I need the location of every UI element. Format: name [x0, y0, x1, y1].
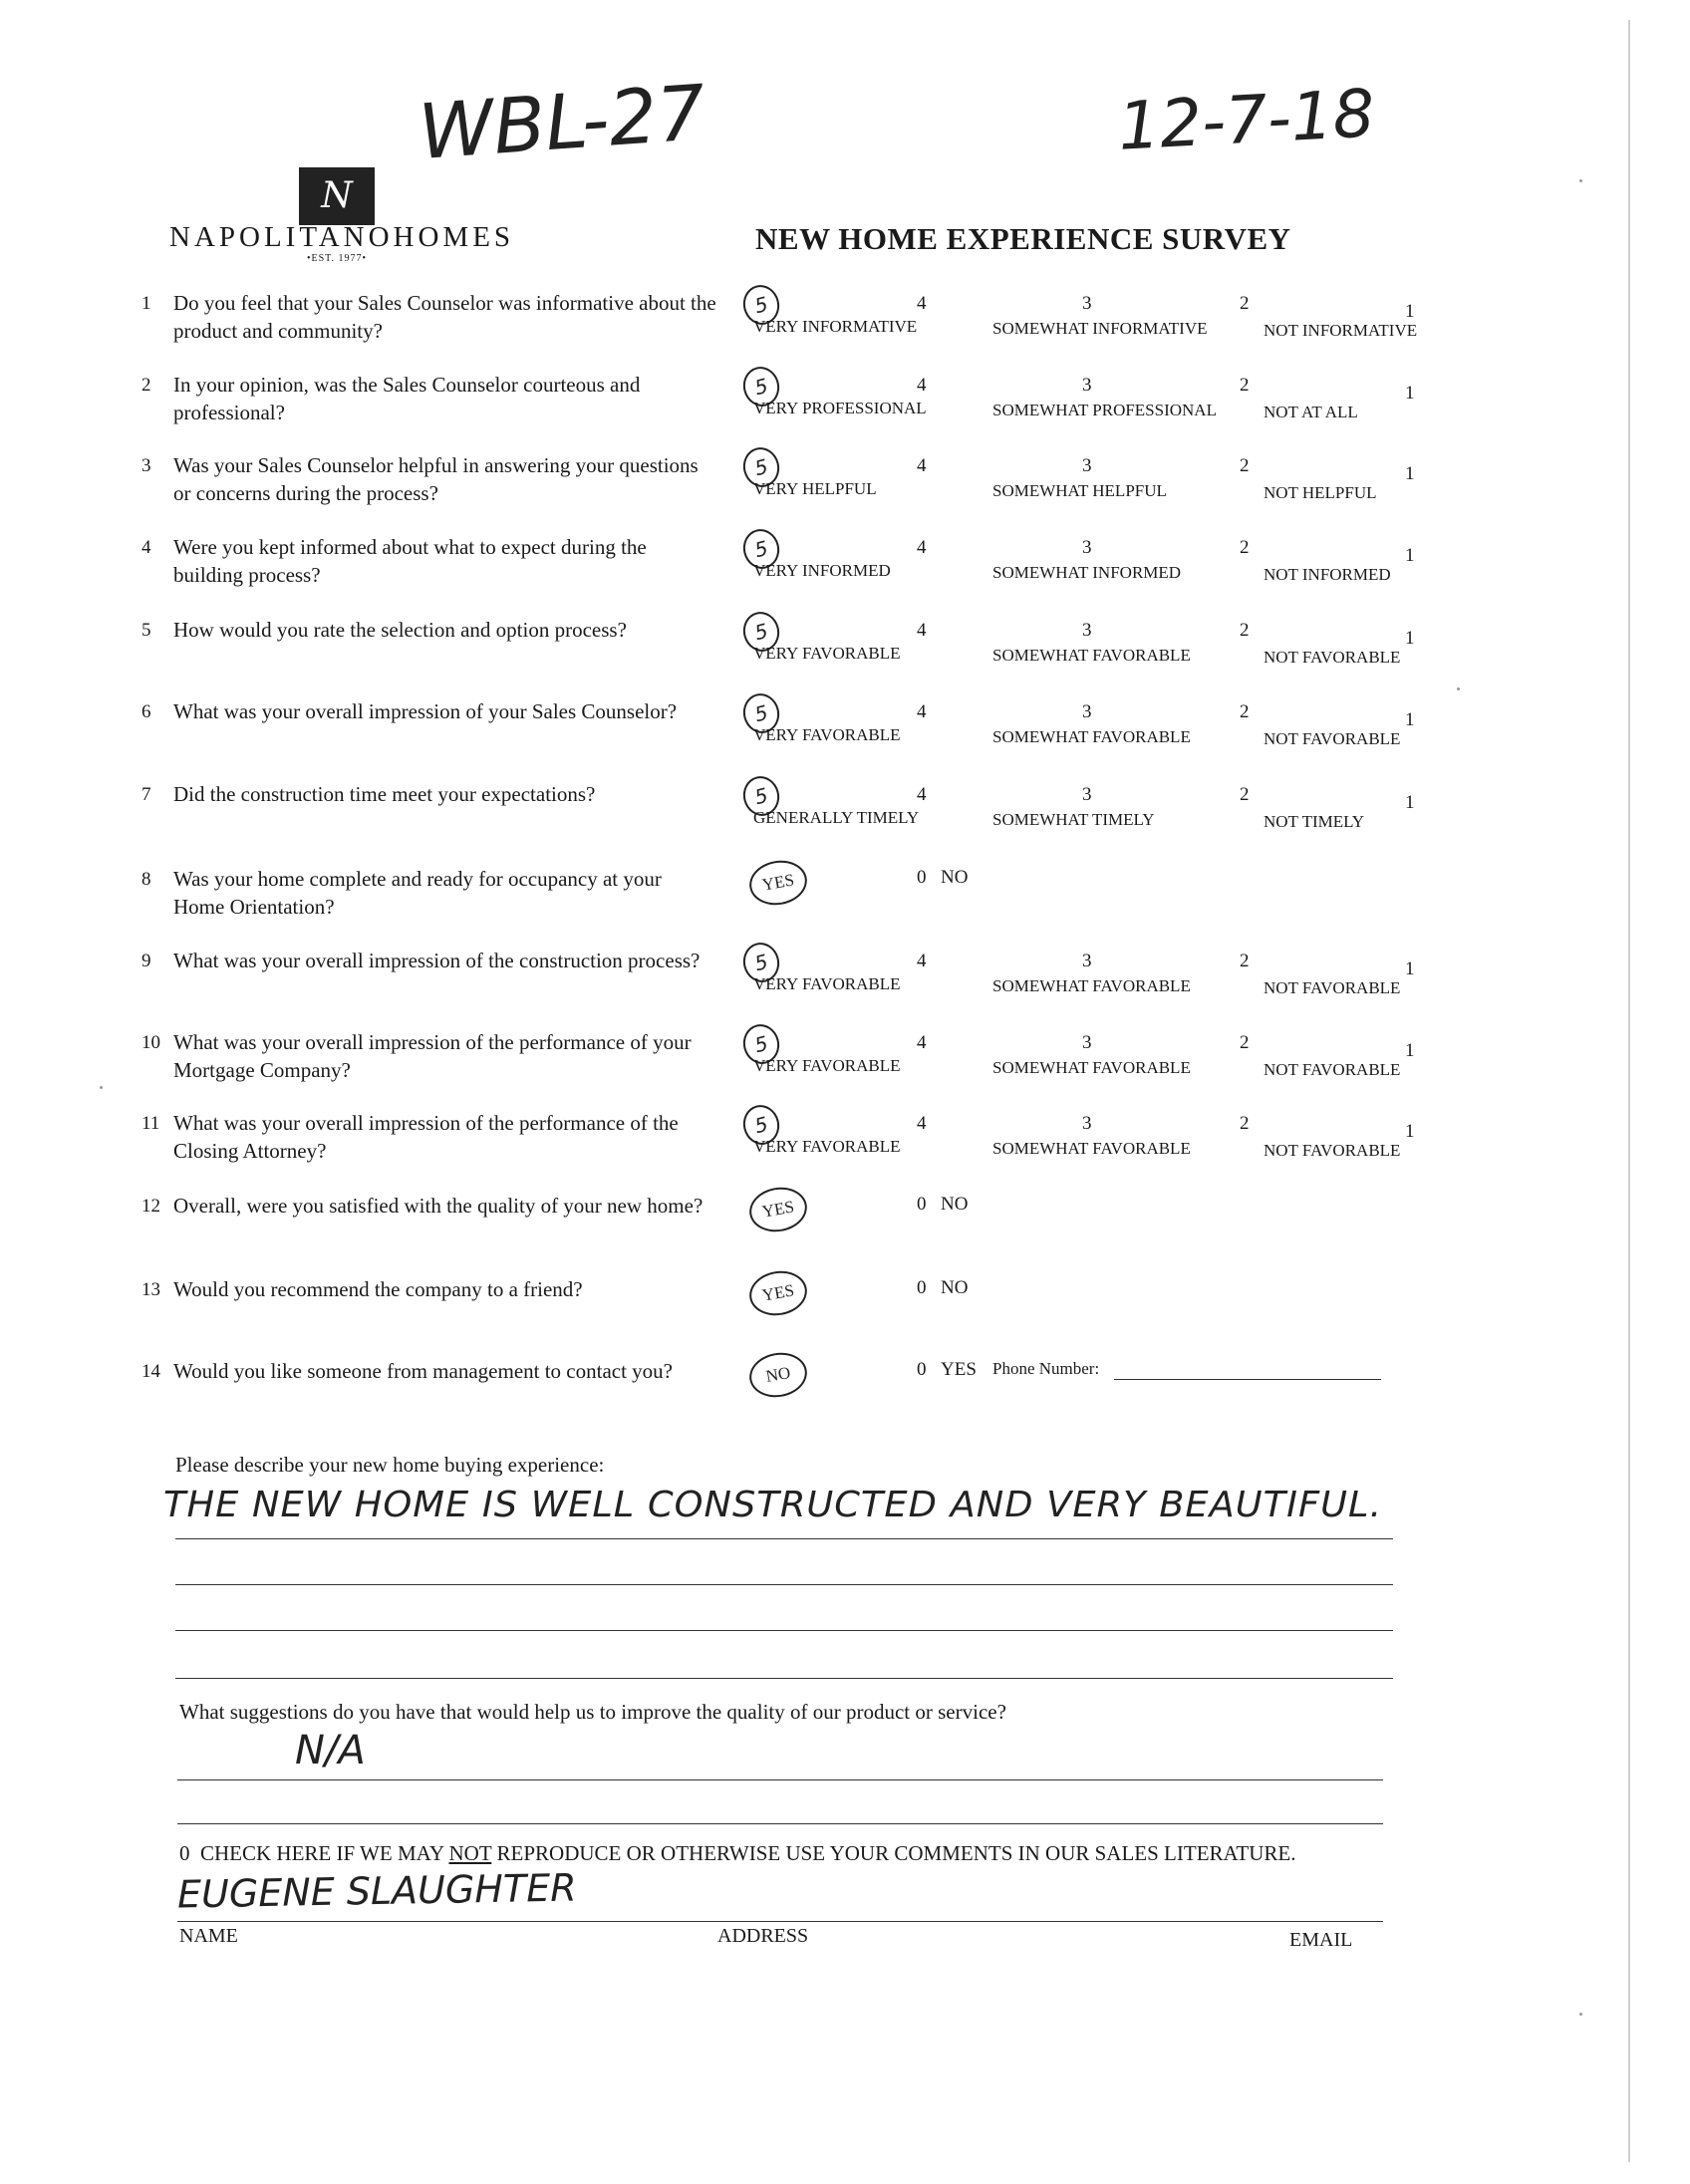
- rating-option-2[interactable]: 2: [1240, 951, 1250, 971]
- label-rating-5: VERY HELPFUL: [753, 479, 877, 498]
- rating-option-2[interactable]: 2: [1240, 375, 1250, 396]
- circled-rating-5[interactable]: 5: [739, 772, 784, 820]
- label-rating-5: VERY INFORMATIVE: [753, 317, 918, 336]
- rating-option-2[interactable]: 2: [1240, 701, 1250, 722]
- rating-option-3[interactable]: 3: [1082, 784, 1092, 805]
- address-label: ADDRESS: [717, 1925, 809, 1947]
- label-rating-3: SOMEWHAT FAVORABLE: [992, 976, 1191, 995]
- label-rating-1: NOT FAVORABLE: [1264, 1141, 1401, 1160]
- label-rating-5: VERY PROFESSIONAL: [753, 399, 927, 417]
- experience-line-4: [175, 1678, 1393, 1679]
- rating-option-4[interactable]: 4: [917, 1032, 927, 1053]
- company-established: •EST. 1977•: [307, 253, 368, 264]
- rating-option-4[interactable]: 4: [917, 784, 927, 805]
- phone-number-label: Phone Number:: [992, 1359, 1100, 1378]
- handwritten-code: WBL-27: [416, 68, 708, 176]
- question-number: 7: [141, 784, 151, 805]
- suggestions-answer: N/A: [295, 1728, 366, 1774]
- label-rating-5: GENERALLY TIMELY: [753, 808, 920, 827]
- rating-option-2[interactable]: 2: [1240, 784, 1250, 805]
- question-text: Overall, were you satisfied with the quality of your new home?: [173, 1194, 704, 1218]
- other-answer-mark[interactable]: 0: [917, 1194, 927, 1215]
- question-text: Was your home complete and ready for occupancy at your Home Orientation?: [173, 867, 662, 919]
- label-rating-1: NOT TIMELY: [1264, 812, 1365, 831]
- question-text: What was your overall impression of the performance of your Mortgage Company?: [173, 1030, 692, 1082]
- experience-line-1: [175, 1538, 1393, 1539]
- label-rating-3: SOMEWHAT TIMELY: [992, 810, 1155, 829]
- label-rating-1: NOT FAVORABLE: [1264, 729, 1401, 748]
- question-text: Would you like someone from management to contact you?: [173, 1359, 674, 1383]
- rating-option-1[interactable]: 1: [1405, 958, 1415, 979]
- circled-rating-5[interactable]: 5: [739, 939, 784, 986]
- rating-option-4[interactable]: 4: [917, 537, 927, 558]
- suggestions-line-2: [177, 1823, 1383, 1824]
- question-number: 10: [141, 1032, 160, 1053]
- suggestions-line-1: [177, 1779, 1383, 1780]
- handwritten-date: 12-7-18: [1116, 75, 1377, 165]
- rating-option-3[interactable]: 3: [1082, 455, 1092, 476]
- circled-rating-5[interactable]: 5: [739, 363, 784, 410]
- rating-option-3[interactable]: 3: [1082, 1113, 1092, 1134]
- signature: EUGENE SLAUGHTER: [176, 1865, 577, 1917]
- circled-rating-5[interactable]: 5: [739, 1101, 784, 1149]
- question-number: 12: [141, 1196, 160, 1217]
- scan-speck: [1579, 2013, 1582, 2016]
- other-answer-mark[interactable]: 0: [917, 1359, 927, 1380]
- label-rating-3: SOMEWHAT FAVORABLE: [992, 727, 1191, 746]
- rating-option-1[interactable]: 1: [1405, 1040, 1415, 1061]
- other-answer-mark[interactable]: 0: [917, 1277, 927, 1298]
- question-text: What was your overall impression of the performance of the Closing Attorney?: [173, 1111, 679, 1163]
- rating-option-2[interactable]: 2: [1240, 537, 1250, 558]
- question-text: Would you recommend the company to a friend?: [173, 1277, 583, 1301]
- question-text: Did the construction time meet your expectations?: [173, 782, 596, 806]
- consent-text-not: NOT: [448, 1841, 492, 1865]
- rating-option-1[interactable]: 1: [1405, 301, 1415, 322]
- question-number: 3: [141, 455, 151, 476]
- label-rating-1: NOT FAVORABLE: [1264, 648, 1401, 667]
- other-answer-label: NO: [941, 867, 969, 888]
- rating-option-1[interactable]: 1: [1405, 792, 1415, 813]
- label-rating-3: SOMEWHAT FAVORABLE: [992, 1058, 1191, 1077]
- rating-option-1[interactable]: 1: [1405, 709, 1415, 730]
- consent-checkbox-mark[interactable]: 0: [179, 1841, 190, 1865]
- label-rating-5: VERY FAVORABLE: [753, 974, 901, 993]
- label-rating-1: NOT AT ALL: [1264, 403, 1358, 421]
- name-label: NAME: [179, 1925, 238, 1947]
- label-rating-5: VERY INFORMED: [753, 561, 891, 580]
- question-number: 13: [141, 1279, 160, 1300]
- rating-option-2[interactable]: 2: [1240, 620, 1250, 641]
- rating-option-1[interactable]: 1: [1405, 383, 1415, 404]
- rating-option-2[interactable]: 2: [1240, 1032, 1250, 1053]
- rating-option-2[interactable]: 2: [1240, 293, 1250, 314]
- question-text: In your opinion, was the Sales Counselor courteous and professional?: [173, 373, 641, 424]
- label-rating-3: SOMEWHAT INFORMED: [992, 563, 1182, 582]
- question-text: Was your Sales Counselor helpful in answering your questions or concerns during the process?: [173, 453, 699, 505]
- label-rating-1: NOT INFORMATIVE: [1264, 321, 1418, 340]
- form-title: NEW HOME EXPERIENCE SURVEY: [755, 221, 1291, 256]
- rating-option-1[interactable]: 1: [1405, 1121, 1415, 1142]
- label-rating-5: VERY FAVORABLE: [753, 1137, 901, 1156]
- rating-option-4[interactable]: 4: [917, 951, 927, 971]
- rating-option-3[interactable]: 3: [1082, 375, 1092, 396]
- label-rating-1: NOT HELPFUL: [1264, 483, 1377, 502]
- scan-speck: [100, 1086, 103, 1089]
- rating-option-1[interactable]: 1: [1405, 463, 1415, 484]
- question-number: 9: [141, 951, 151, 971]
- question-number: 6: [141, 701, 151, 722]
- rating-option-2[interactable]: 2: [1240, 455, 1250, 476]
- rating-option-2[interactable]: 2: [1240, 1113, 1250, 1134]
- scan-speck: [1457, 687, 1460, 690]
- question-text: Do you feel that your Sales Counselor was informative about the product and community?: [173, 291, 716, 343]
- label-rating-1: NOT FAVORABLE: [1264, 1060, 1401, 1079]
- signature-line: [177, 1921, 1383, 1922]
- label-rating-3: SOMEWHAT HELPFUL: [992, 481, 1167, 500]
- label-rating-5: VERY FAVORABLE: [753, 644, 901, 663]
- question-text: What was your overall impression of the construction process?: [173, 949, 701, 972]
- rating-option-4[interactable]: 4: [917, 701, 927, 722]
- rating-option-3[interactable]: 3: [1082, 620, 1092, 641]
- question-number: 4: [141, 537, 151, 558]
- experience-prompt: Please describe your new home buying experience:: [175, 1453, 605, 1477]
- other-answer-mark[interactable]: 0: [917, 867, 927, 888]
- other-answer-label: NO: [941, 1194, 969, 1215]
- rating-option-1[interactable]: 1: [1405, 545, 1415, 566]
- label-rating-3: SOMEWHAT PROFESSIONAL: [992, 401, 1217, 419]
- rating-option-4[interactable]: 4: [917, 293, 927, 314]
- scan-speck: [1579, 179, 1582, 182]
- company-name: NAPOLITANOHOMES: [169, 221, 515, 253]
- phone-number-field[interactable]: [1114, 1379, 1381, 1380]
- question-number: 5: [141, 620, 151, 641]
- question-text: Were you kept informed about what to expect during the building process?: [173, 535, 647, 587]
- experience-answer: THE NEW HOME IS WELL CONSTRUCTED AND VERY BEAUTIFUL.: [163, 1485, 1383, 1525]
- label-rating-3: SOMEWHAT FAVORABLE: [992, 646, 1191, 665]
- rating-option-3[interactable]: 3: [1082, 701, 1092, 722]
- label-rating-5: VERY FAVORABLE: [753, 725, 901, 744]
- consent-text-post: REPRODUCE OR OTHERWISE USE YOUR COMMENTS IN OUR SALES LITERATURE.: [491, 1841, 1296, 1865]
- other-answer-label: YES: [941, 1359, 977, 1380]
- circled-answer[interactable]: YES: [746, 856, 811, 909]
- email-label: EMAIL: [1289, 1929, 1353, 1951]
- rating-option-4[interactable]: 4: [917, 620, 927, 641]
- experience-line-2: [175, 1584, 1393, 1585]
- label-rating-1: NOT INFORMED: [1264, 565, 1391, 584]
- question-number: 14: [141, 1361, 160, 1382]
- rating-option-3[interactable]: 3: [1082, 1032, 1092, 1053]
- label-rating-3: SOMEWHAT INFORMATIVE: [992, 319, 1208, 338]
- rating-option-3[interactable]: 3: [1082, 951, 1092, 971]
- label-rating-5: VERY FAVORABLE: [753, 1056, 901, 1075]
- consent-text-pre: CHECK HERE IF WE MAY: [200, 1841, 449, 1865]
- experience-line-3: [175, 1630, 1393, 1631]
- question-text: What was your overall impression of your Sales Counselor?: [173, 699, 678, 723]
- circled-rating-5[interactable]: 5: [739, 443, 784, 491]
- rating-option-4[interactable]: 4: [917, 375, 927, 396]
- circled-rating-5[interactable]: 5: [739, 281, 784, 329]
- label-rating-1: NOT FAVORABLE: [1264, 978, 1401, 997]
- rating-option-3[interactable]: 3: [1082, 293, 1092, 314]
- rating-option-1[interactable]: 1: [1405, 628, 1415, 649]
- circled-rating-5[interactable]: 5: [739, 608, 784, 656]
- question-text: How would you rate the selection and option process?: [173, 618, 627, 642]
- suggestions-prompt: What suggestions do you have that would help us to improve the quality of our product or service?: [179, 1700, 1006, 1724]
- question-number: 1: [141, 293, 151, 314]
- circled-answer[interactable]: YES: [746, 1183, 811, 1235]
- rating-option-4[interactable]: 4: [917, 455, 927, 476]
- rating-option-4[interactable]: 4: [917, 1113, 927, 1134]
- circled-rating-5[interactable]: 5: [739, 689, 784, 737]
- circled-rating-5[interactable]: 5: [739, 1020, 784, 1068]
- circled-answer[interactable]: YES: [746, 1266, 811, 1319]
- other-answer-label: NO: [941, 1277, 969, 1298]
- scan-margin-line: [1628, 20, 1630, 2162]
- circled-rating-5[interactable]: 5: [739, 525, 784, 573]
- rating-option-3[interactable]: 3: [1082, 537, 1092, 558]
- question-number: 2: [141, 375, 151, 396]
- circled-answer[interactable]: NO: [746, 1348, 811, 1401]
- label-rating-3: SOMEWHAT FAVORABLE: [992, 1139, 1191, 1158]
- company-logo: N: [299, 167, 375, 225]
- consent-statement: [179, 1841, 1295, 1866]
- question-number: 8: [141, 869, 151, 890]
- question-number: 11: [141, 1113, 160, 1134]
